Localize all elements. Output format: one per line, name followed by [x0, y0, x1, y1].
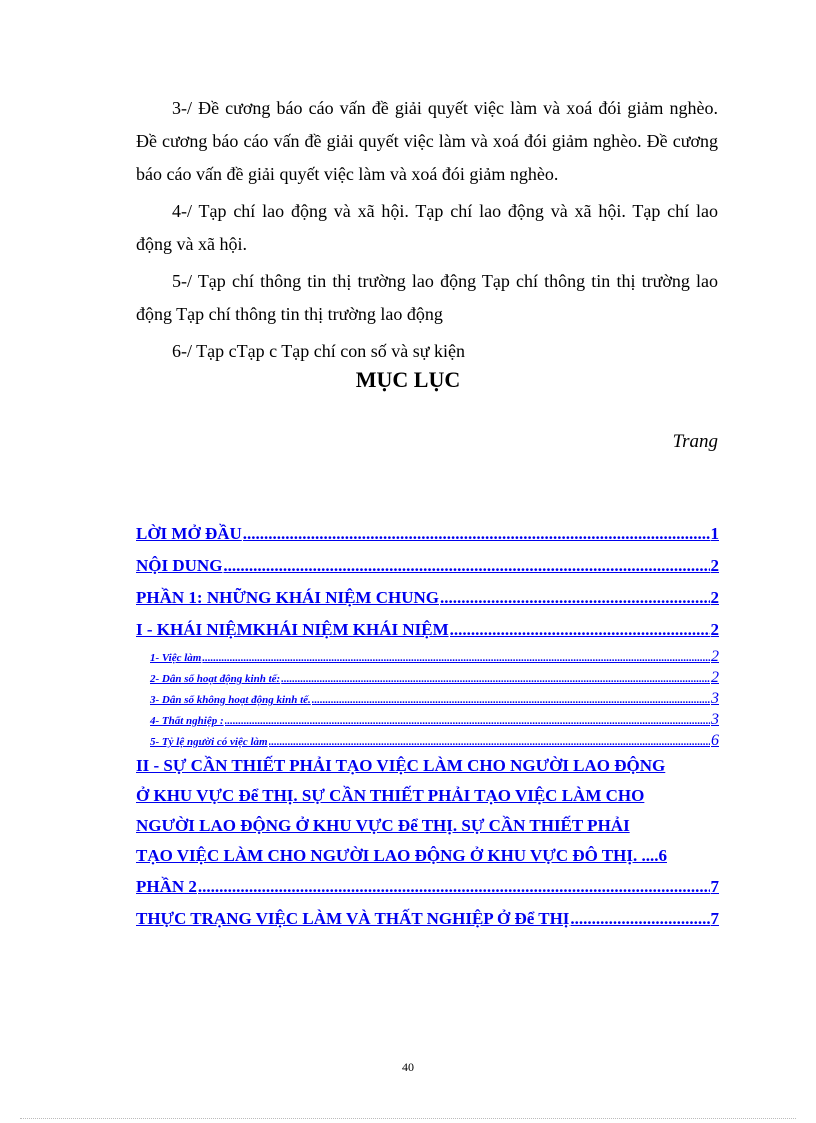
- toc-page-number: 6: [711, 732, 719, 749]
- dot-leader: [312, 690, 710, 709]
- toc-page-number: 2: [710, 620, 719, 639]
- dot-leader: [202, 648, 710, 667]
- toc-page-number: 2: [710, 588, 719, 607]
- toc-link-sub[interactable]: [136, 709, 719, 730]
- dot-leader: [198, 871, 710, 903]
- toc-entry-label: PHẦN 2: [136, 877, 197, 896]
- toc-entry-label: THỰC TRẠNG VIỆC LÀM VÀ THẤT NGHIỆP Ở Để THỊ: [136, 909, 570, 928]
- toc-link-muc-i[interactable]: [136, 614, 719, 646]
- page-edge-divider: [20, 1118, 796, 1119]
- reference-item: 6-/ Tạp cTạp c Tạp chí con số và sự kiện: [172, 341, 466, 361]
- dot-leader: [269, 732, 710, 751]
- reference-item: 5-/ Tạp chí thông tin thị trường lao động Tạp chí thông tin thị trường lao động Tạp chí thông tin thị trường lao động: [136, 271, 718, 324]
- dot-leader: [281, 669, 710, 688]
- toc-entry-label: NỘI DUNG: [136, 556, 223, 575]
- toc-page-number: 7: [710, 877, 719, 896]
- toc-link-sub[interactable]: [136, 730, 719, 751]
- table-of-contents: [136, 518, 719, 935]
- toc-entry-line: NGƯỜI LAO ĐỘNG Ở KHU VỰC Để THỊ. SỰ CẦN THIẾT PHẢI: [136, 816, 630, 835]
- toc-link-sub[interactable]: [136, 646, 719, 667]
- page-column-label: Trang: [672, 431, 718, 452]
- toc-page-number: 7: [710, 909, 719, 928]
- toc-page-number: 1: [710, 524, 719, 543]
- dot-leader: [225, 711, 710, 730]
- reference-list: [136, 92, 718, 372]
- toc-entry-line: Ở KHU VỰC Để THỊ. SỰ CẦN THIẾT PHẢI TẠO VIỆC LÀM CHO: [136, 786, 645, 805]
- dot-leader: [243, 518, 710, 550]
- toc-entry-line: TẠO VIỆC LÀM CHO NGƯỜI LAO ĐỘNG Ở KHU VỰC ĐÔ THỊ. ....6: [136, 846, 667, 865]
- toc-entry-label: 3- Dân số không hoạt động kinh tế.: [150, 694, 311, 706]
- reference-item: 4-/ Tạp chí lao động và xã hội. Tạp chí lao động và xã hội. Tạp chí lao động và xã hội.: [136, 201, 718, 254]
- toc-entry-label: I - KHÁI NIỆMKHÁI NIỆM KHÁI NIỆM: [136, 620, 449, 639]
- toc-link-sub[interactable]: [136, 667, 719, 688]
- toc-page-number: 2: [710, 556, 719, 575]
- toc-entry-label: PHẦN 1: NHỮNG KHÁI NIỆM CHUNG: [136, 588, 439, 607]
- toc-page-number: 2: [711, 648, 719, 665]
- toc-entry-label: 4- Thất nghiệp :: [150, 715, 224, 727]
- toc-page-number: 3: [711, 711, 719, 728]
- toc-entry-line: II - SỰ CẦN THIẾT PHẢI TẠO VIỆC LÀM CHO NGƯỜI LAO ĐỘNG: [136, 756, 666, 775]
- page-number: 40: [402, 1060, 414, 1074]
- dot-leader: [440, 582, 710, 614]
- toc-entry-label: 1- Việc làm: [150, 652, 202, 664]
- toc-entry-label: LỜI MỞ ĐẦU: [136, 524, 242, 543]
- dot-leader: [570, 903, 709, 935]
- toc-link-phan-1[interactable]: [136, 582, 719, 614]
- reference-item: 3-/ Đề cương báo cáo vấn đề giải quyết việc làm và xoá đói giảm nghèo. Đề cương báo cáo vấn đề giải quyết việc làm và xoá đói giảm nghèo. Đề cương báo cáo vấn đề giải quyết việc làm và xoá đói giảm nghèo.: [136, 98, 718, 184]
- toc-link-muc-ii[interactable]: [136, 751, 719, 871]
- toc-link-loi-mo-dau[interactable]: [136, 518, 719, 550]
- toc-link-sub[interactable]: [136, 688, 719, 709]
- toc-page-number: 3: [711, 690, 719, 707]
- dot-leader: [223, 550, 709, 582]
- dot-leader: [450, 614, 710, 646]
- toc-title: MỤC LỤC: [355, 367, 461, 392]
- toc-link-noi-dung[interactable]: [136, 550, 719, 582]
- toc-entry-label: 2- Dân số hoạt động kinh tế:: [150, 673, 281, 685]
- toc-link-phan-2[interactable]: [136, 871, 719, 903]
- toc-page-number: 2: [711, 669, 719, 686]
- toc-link-thuc-trang[interactable]: [136, 903, 719, 935]
- toc-entry-label: 5- Tỷ lệ người có việc làm: [150, 736, 268, 748]
